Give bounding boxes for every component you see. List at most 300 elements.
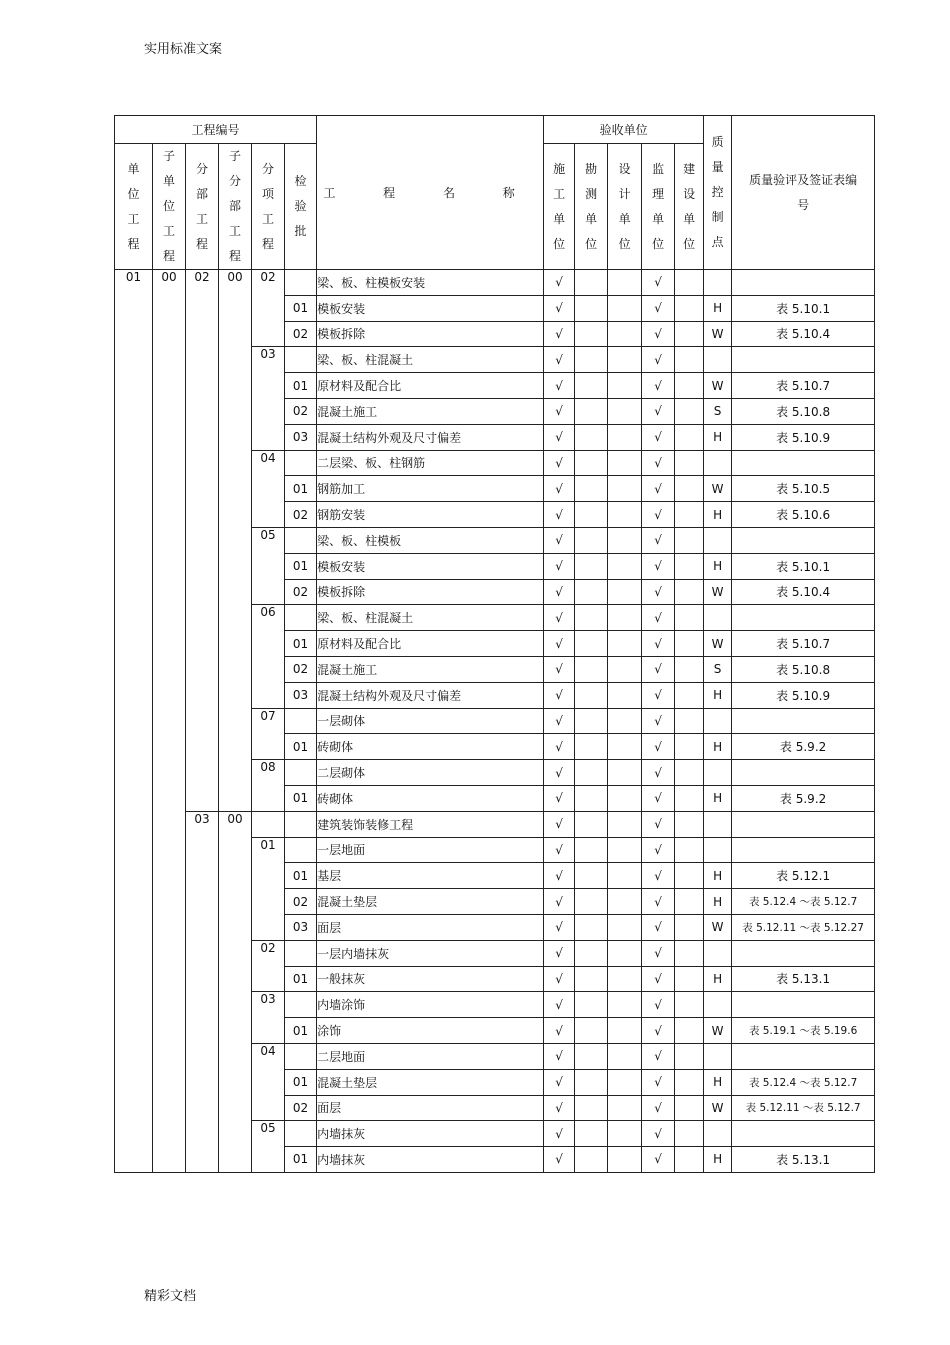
quality-point: W [704,1095,732,1121]
batch-code: 02 [285,398,317,424]
item-code: 05 [252,1121,285,1173]
build-check [675,527,704,553]
survey-check [575,270,608,296]
quality-point: H [704,295,732,321]
quality-point: H [704,502,732,528]
batch-code [285,450,317,476]
quality-point: H [704,734,732,760]
batch-code: 03 [285,682,317,708]
header-supervise-unit: 监理单位 [642,144,675,270]
construct-check: √ [544,579,575,605]
build-check [675,785,704,811]
batch-code [285,760,317,786]
design-check [608,1147,642,1173]
supervise-check: √ [642,1121,675,1147]
construct-check: √ [544,1147,575,1173]
construct-check: √ [544,527,575,553]
item-code: 02 [252,940,285,992]
quality-point [704,605,732,631]
quality-point [704,450,732,476]
project-name: 模板拆除 [317,321,544,347]
construct-check: √ [544,631,575,657]
form-number [732,605,875,631]
design-check [608,631,642,657]
construct-check: √ [544,373,575,399]
header-acceptance-units: 验收单位 [544,116,704,144]
supervise-check: √ [642,1095,675,1121]
construct-check: √ [544,1018,575,1044]
build-check [675,579,704,605]
construct-check: √ [544,1121,575,1147]
project-name: 面层 [317,914,544,940]
survey-check [575,527,608,553]
design-check [608,734,642,760]
form-number: 表 5.10.1 [732,295,875,321]
form-number: 表 5.10.7 [732,631,875,657]
construct-check: √ [544,734,575,760]
form-number [732,450,875,476]
survey-check [575,785,608,811]
form-number [732,347,875,373]
project-name: 模板安装 [317,295,544,321]
survey-check [575,1043,608,1069]
construct-check: √ [544,270,575,296]
batch-code [285,347,317,373]
project-name: 模板安装 [317,553,544,579]
construct-check: √ [544,940,575,966]
item-code [252,811,285,837]
build-check [675,424,704,450]
supervise-check: √ [642,837,675,863]
project-name: 内墙涂饰 [317,992,544,1018]
survey-check [575,708,608,734]
quality-point [704,347,732,373]
design-check [608,1095,642,1121]
batch-code: 02 [285,889,317,915]
supervise-check: √ [642,295,675,321]
supervise-check: √ [642,270,675,296]
form-number: 表 5.10.4 [732,579,875,605]
survey-check [575,837,608,863]
design-check [608,889,642,915]
form-number [732,940,875,966]
batch-code [285,992,317,1018]
batch-code: 01 [285,295,317,321]
batch-code: 01 [285,1069,317,1095]
project-name: 内墙抹灰 [317,1147,544,1173]
construct-check: √ [544,656,575,682]
construct-check: √ [544,476,575,502]
build-check [675,863,704,889]
batch-code: 01 [285,476,317,502]
quality-point: H [704,1147,732,1173]
batch-code: 01 [285,1018,317,1044]
quality-point: S [704,656,732,682]
item-code: 07 [252,708,285,760]
quality-point [704,1043,732,1069]
construct-check: √ [544,424,575,450]
project-name: 梁、板、柱模板安装 [317,270,544,296]
quality-point [704,527,732,553]
quality-point: H [704,863,732,889]
build-check [675,656,704,682]
form-number: 表 5.10.5 [732,476,875,502]
build-check [675,1147,704,1173]
design-check [608,656,642,682]
batch-code: 01 [285,863,317,889]
part-code: 03 [186,811,219,1172]
project-name: 一层内墙抹灰 [317,940,544,966]
form-number [732,1121,875,1147]
project-name: 原材料及配合比 [317,373,544,399]
project-table [114,115,875,1173]
form-number [732,811,875,837]
supervise-check: √ [642,631,675,657]
survey-check [575,373,608,399]
batch-code: 01 [285,785,317,811]
construct-check: √ [544,682,575,708]
construct-check: √ [544,992,575,1018]
design-check [608,914,642,940]
survey-check [575,1069,608,1095]
form-number: 表 5.10.9 [732,424,875,450]
project-name: 混凝土施工 [317,656,544,682]
design-check [608,811,642,837]
design-check [608,837,642,863]
survey-check [575,424,608,450]
project-name: 一层地面 [317,837,544,863]
construct-check: √ [544,811,575,837]
design-check [608,579,642,605]
header-item: 分项工程 [252,144,285,270]
survey-check [575,398,608,424]
construct-check: √ [544,295,575,321]
build-check [675,889,704,915]
form-number: 表 5.10.8 [732,656,875,682]
build-check [675,811,704,837]
build-check [675,502,704,528]
design-check [608,295,642,321]
project-name: 模板拆除 [317,579,544,605]
item-code: 02 [252,270,285,347]
build-check [675,966,704,992]
batch-code [285,811,317,837]
quality-point: H [704,424,732,450]
design-check [608,863,642,889]
build-check [675,1043,704,1069]
batch-code: 01 [285,1147,317,1173]
project-name: 基层 [317,863,544,889]
form-number: 表 5.10.1 [732,553,875,579]
quality-point: W [704,321,732,347]
survey-check [575,811,608,837]
supervise-check: √ [642,373,675,399]
quality-point [704,760,732,786]
supervise-check: √ [642,708,675,734]
form-number: 表 5.12.4 ～表 5.12.7 [732,1069,875,1095]
build-check [675,1121,704,1147]
supervise-check: √ [642,1043,675,1069]
item-code: 05 [252,527,285,604]
survey-check [575,476,608,502]
quality-point: W [704,476,732,502]
supervise-check: √ [642,760,675,786]
quality-point: W [704,631,732,657]
batch-code: 01 [285,734,317,760]
unit-code: 01 [115,270,153,1173]
build-check [675,450,704,476]
construct-check: √ [544,450,575,476]
build-check [675,347,704,373]
design-check [608,992,642,1018]
survey-check [575,734,608,760]
quality-point [704,811,732,837]
project-name: 混凝土垫层 [317,889,544,915]
form-number [732,1043,875,1069]
quality-point: H [704,1069,732,1095]
form-number: 表 5.12.11 ～表 5.12.7 [732,1095,875,1121]
construct-check: √ [544,347,575,373]
survey-check [575,295,608,321]
quality-point [704,270,732,296]
construct-check: √ [544,785,575,811]
item-code: 04 [252,1043,285,1120]
build-check [675,373,704,399]
batch-code [285,605,317,631]
project-name: 一般抹灰 [317,966,544,992]
project-name: 梁、板、柱混凝土 [317,347,544,373]
design-check [608,760,642,786]
build-check [675,708,704,734]
survey-check [575,502,608,528]
construct-check: √ [544,889,575,915]
survey-check [575,760,608,786]
header-quality-control: 质量控制点 [704,116,732,270]
survey-check [575,863,608,889]
design-check [608,1069,642,1095]
design-check [608,1018,642,1044]
form-number: 表 5.10.6 [732,502,875,528]
supervise-check: √ [642,785,675,811]
build-check [675,992,704,1018]
batch-code [285,1121,317,1147]
project-name: 二层砌体 [317,760,544,786]
subpart-code: 00 [219,270,252,812]
survey-check [575,631,608,657]
survey-check [575,605,608,631]
batch-code [285,1043,317,1069]
project-name: 砖砌体 [317,734,544,760]
design-check [608,424,642,450]
form-number: 表 5.9.2 [732,734,875,760]
item-code: 04 [252,450,285,527]
project-name: 钢筋安装 [317,502,544,528]
design-check [608,708,642,734]
project-name: 钢筋加工 [317,476,544,502]
project-name: 混凝土垫层 [317,1069,544,1095]
quality-point: W [704,579,732,605]
page-header: 实用标准文案 [144,42,223,57]
build-check [675,682,704,708]
design-check [608,373,642,399]
construct-check: √ [544,837,575,863]
survey-check [575,966,608,992]
header-survey-unit: 勘测单位 [575,144,608,270]
batch-code: 02 [285,1095,317,1121]
item-code: 03 [252,347,285,450]
design-check [608,940,642,966]
batch-code: 01 [285,966,317,992]
survey-check [575,914,608,940]
batch-code [285,940,317,966]
form-number: 表 5.13.1 [732,966,875,992]
project-name: 砖砌体 [317,785,544,811]
construct-check: √ [544,1069,575,1095]
construct-check: √ [544,914,575,940]
supervise-check: √ [642,889,675,915]
build-check [675,734,704,760]
form-number: 表 5.10.9 [732,682,875,708]
supervise-check: √ [642,321,675,347]
batch-code: 01 [285,373,317,399]
quality-point [704,992,732,1018]
item-code: 08 [252,760,285,812]
form-number: 表 5.13.1 [732,1147,875,1173]
subpart-code: 00 [219,811,252,1172]
design-check [608,527,642,553]
form-number: 表 5.10.7 [732,373,875,399]
design-check [608,1043,642,1069]
design-check [608,450,642,476]
build-check [675,631,704,657]
build-check [675,940,704,966]
quality-point: W [704,373,732,399]
build-check [675,398,704,424]
batch-code [285,270,317,296]
form-number [732,527,875,553]
build-check [675,837,704,863]
project-name: 梁、板、柱混凝土 [317,605,544,631]
design-check [608,476,642,502]
construct-check: √ [544,708,575,734]
batch-code [285,527,317,553]
form-number: 表 5.12.11 ～表 5.12.27 [732,914,875,940]
build-check [675,270,704,296]
build-check [675,1018,704,1044]
build-check [675,760,704,786]
batch-code: 01 [285,631,317,657]
form-number [732,837,875,863]
batch-code: 02 [285,321,317,347]
quality-point: S [704,398,732,424]
item-code: 01 [252,837,285,940]
project-name: 混凝土结构外观及尺寸偏差 [317,424,544,450]
survey-check [575,992,608,1018]
form-number [732,708,875,734]
supervise-check: √ [642,863,675,889]
form-number: 表 5.12.4 ～表 5.12.7 [732,889,875,915]
construct-check: √ [544,398,575,424]
item-code: 03 [252,992,285,1044]
build-check [675,476,704,502]
design-check [608,785,642,811]
design-check [608,682,642,708]
batch-code: 02 [285,579,317,605]
quality-point [704,940,732,966]
survey-check [575,656,608,682]
supervise-check: √ [642,553,675,579]
subunit-code: 00 [153,270,186,1173]
batch-code: 03 [285,914,317,940]
survey-check [575,321,608,347]
supervise-check: √ [642,656,675,682]
form-number: 表 5.12.1 [732,863,875,889]
survey-check [575,347,608,373]
quality-point: W [704,914,732,940]
construct-check: √ [544,760,575,786]
quality-point: W [704,1018,732,1044]
supervise-check: √ [642,579,675,605]
design-check [608,966,642,992]
project-name: 混凝土施工 [317,398,544,424]
part-code: 02 [186,270,219,812]
survey-check [575,940,608,966]
form-number: 表 5.10.8 [732,398,875,424]
supervise-check: √ [642,682,675,708]
header-unit: 单位工程 [115,144,153,270]
header-part: 分部工程 [186,144,219,270]
construct-check: √ [544,553,575,579]
header-project-code: 工程编号 [115,116,317,144]
project-name: 混凝土结构外观及尺寸偏差 [317,682,544,708]
header-construct-unit: 施工单位 [544,144,575,270]
supervise-check: √ [642,398,675,424]
supervise-check: √ [642,527,675,553]
construct-check: √ [544,863,575,889]
survey-check [575,579,608,605]
project-name: 梁、板、柱模板 [317,527,544,553]
batch-code: 03 [285,424,317,450]
quality-point: H [704,785,732,811]
form-number: 表 5.19.1 ～表 5.19.6 [732,1018,875,1044]
project-name: 内墙抹灰 [317,1121,544,1147]
batch-code: 01 [285,553,317,579]
design-check [608,270,642,296]
construct-check: √ [544,966,575,992]
supervise-check: √ [642,502,675,528]
supervise-check: √ [642,966,675,992]
quality-point [704,837,732,863]
form-number [732,760,875,786]
table-row [115,811,875,837]
page-footer: 精彩文档 [144,1289,197,1304]
survey-check [575,553,608,579]
project-name: 一层砌体 [317,708,544,734]
quality-point: H [704,889,732,915]
design-check [608,1121,642,1147]
build-check [675,605,704,631]
batch-code [285,708,317,734]
form-number: 表 5.10.4 [732,321,875,347]
quality-point: H [704,553,732,579]
project-name: 建筑装饰装修工程 [317,811,544,837]
build-check [675,553,704,579]
design-check [608,502,642,528]
batch-code [285,837,317,863]
supervise-check: √ [642,992,675,1018]
table-row [115,270,875,296]
form-number [732,270,875,296]
